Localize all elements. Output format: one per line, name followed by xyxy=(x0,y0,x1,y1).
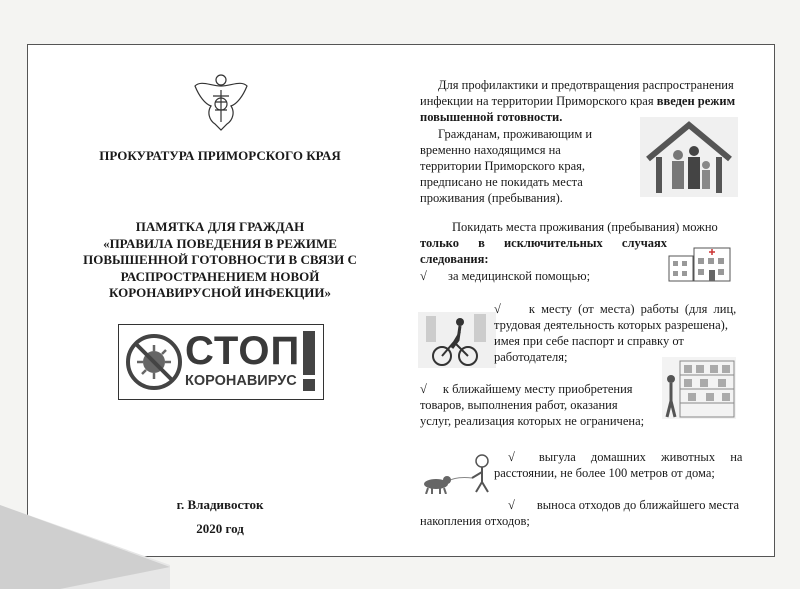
citizens-paragraph xyxy=(420,126,620,206)
text-line: Покидать места проживания (пребывания) можно xyxy=(452,220,718,234)
eagle-emblem-icon xyxy=(193,72,249,132)
item-text: товаров, выполнения работ, оказания xyxy=(420,398,618,412)
text-line: инфекции на территории Приморского края xyxy=(420,94,657,108)
item-text: услуг, реализация которых не ограничена; xyxy=(420,414,645,428)
org-title: ПРОКУРАТУРА ПРИМОРСКОГО КРАЯ xyxy=(99,148,341,163)
list-item xyxy=(420,381,658,429)
memo-title xyxy=(40,219,400,302)
stop-word: СТОП xyxy=(185,329,301,373)
text-line: предписано не покидать места xyxy=(420,175,583,189)
item-text: выноса отходов до ближайшего места xyxy=(536,498,740,512)
text-line: проживания (пребывания). xyxy=(420,191,563,205)
text-line: территории Приморского края, xyxy=(420,159,586,173)
family-house-icon xyxy=(640,117,738,197)
bold-text: введен режим xyxy=(656,94,736,108)
item-text: работодателя; xyxy=(494,350,568,364)
dog-walking-icon xyxy=(416,452,498,494)
check-mark: √ xyxy=(420,382,427,396)
bold-text: повышенной готовности. xyxy=(420,110,563,124)
bold-text: только в исключительных случаях xyxy=(420,236,668,250)
item-text: расстоянии, не более 100 метров от дома; xyxy=(494,466,715,480)
bold-text: следования: xyxy=(420,252,489,266)
cyclist-icon xyxy=(418,312,496,368)
year: 2020 год xyxy=(196,521,244,536)
item-text: имея при себе паспорт и справку от xyxy=(494,334,684,348)
item-text: к ближайшему месту приобретения xyxy=(442,382,633,396)
store-shelves-icon xyxy=(662,357,736,419)
check-mark: √ xyxy=(420,269,427,283)
memo-title-line: РАСПРОСТРАНЕНИЕМ НОВОЙ xyxy=(120,268,320,284)
text-line: Гражданам, проживающим и xyxy=(438,127,593,141)
item-text: за медицинской помощью; xyxy=(448,269,591,283)
text-line: временно находящимся на xyxy=(420,143,561,157)
check-mark: √ xyxy=(508,498,515,512)
list-item xyxy=(494,449,744,481)
item-text: выгула домашних животных на xyxy=(538,450,743,464)
list-item xyxy=(420,268,590,284)
list-item xyxy=(494,301,744,365)
hospital-building-icon xyxy=(668,246,736,282)
list-item xyxy=(420,497,744,529)
stop-coronavirus-banner xyxy=(118,324,324,400)
city: г. Владивосток xyxy=(176,497,264,512)
page-curl xyxy=(0,505,170,589)
coronavirus-label: КОРОНАВИРУС xyxy=(185,373,297,389)
check-mark: √ xyxy=(508,450,515,464)
check-mark: √ xyxy=(494,302,501,316)
memo-title-line: «ПРАВИЛА ПОВЕДЕНИЯ В РЕЖИМЕ xyxy=(103,235,337,251)
memo-title-line: ПОВЫШЕННОЙ ГОТОВНОСТИ В СВЯЗИ С xyxy=(83,252,357,267)
memo-title-line: КОРОНАВИРУСНОЙ ИНФЕКЦИИ» xyxy=(109,285,331,300)
exclamation-icon xyxy=(301,331,317,393)
virus-prohibited-icon xyxy=(125,333,183,391)
item-text: к месту (от места) работы (для лиц, xyxy=(528,302,737,316)
memo-title-line: ПАМЯТКА ДЛЯ ГРАЖДАН xyxy=(135,219,305,234)
item-text: трудовая деятельность которых разрешена), xyxy=(494,318,728,332)
item-text: накопления отходов; xyxy=(420,514,530,528)
text-line: Для профилактики и предотвращения распространения xyxy=(438,78,734,92)
